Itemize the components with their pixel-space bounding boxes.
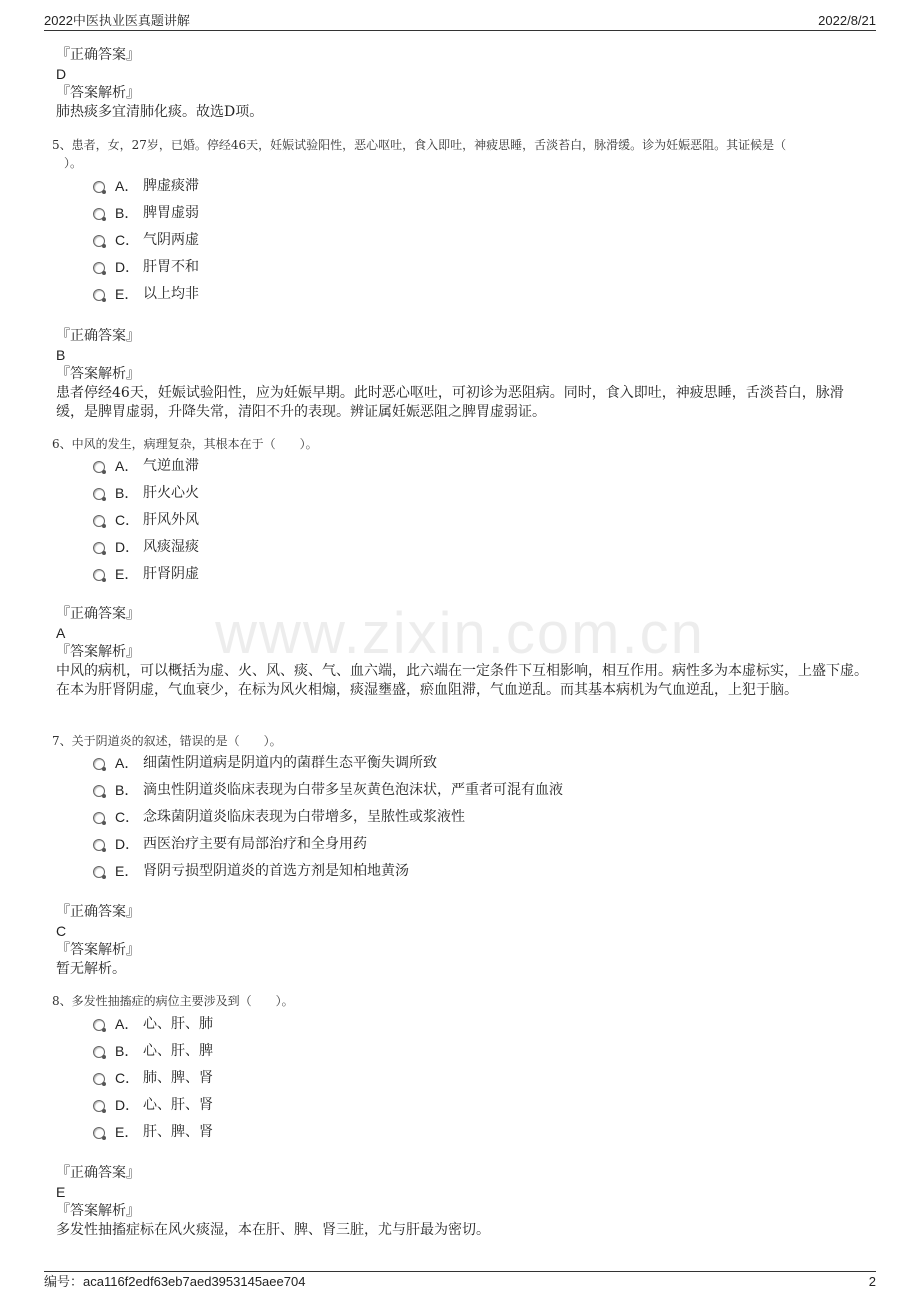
option-text: 肺、脾、肾 <box>143 1070 213 1086</box>
option-letter: B． <box>115 782 139 798</box>
radio-icon[interactable] <box>93 262 105 274</box>
option-letter: C． <box>115 809 140 825</box>
option-text: 气逆血滞 <box>143 458 199 474</box>
option-letter: B． <box>115 485 139 501</box>
radio-icon[interactable] <box>93 1073 105 1085</box>
page-header <box>44 12 876 31</box>
option-letter: B． <box>115 205 139 221</box>
option-letter: E． <box>115 863 139 879</box>
option-letter: C． <box>115 232 140 248</box>
radio-icon[interactable] <box>93 1046 105 1058</box>
radio-icon[interactable] <box>93 785 105 797</box>
answer-block <box>56 1164 868 1240</box>
answer-value: B <box>56 347 66 363</box>
option-text: 念珠菌阴道炎临床表现为白带增多，呈脓性或浆液性 <box>143 809 465 825</box>
answer-block <box>56 327 868 422</box>
page-footer <box>44 1271 876 1292</box>
radio-icon[interactable] <box>93 812 105 824</box>
option-text: 以上均非 <box>143 286 199 302</box>
question-stem-line2: ）。 <box>64 156 83 170</box>
radio-icon[interactable] <box>93 1127 105 1139</box>
option-letter: C． <box>115 1070 140 1086</box>
question-stem-line1: 5、患者，女，27岁，已婚。停经46天，妊娠试验阳性，恶心呕吐，食入即吐，神疲思睡，舌淡苔白，脉滑缓。诊为妊娠恶阻。其证候是（ <box>52 138 787 152</box>
option-text: 肾阴亏损型阴道炎的首选方剂是知柏地黄汤 <box>143 863 409 879</box>
answer-value: C <box>56 923 67 939</box>
question-stem-line1: 8、多发性抽搐症的病位主要涉及到（ ）。 <box>52 994 294 1008</box>
option-letter: E． <box>115 1124 139 1140</box>
option-letter: D． <box>115 836 140 852</box>
document-date: 2022/8/21 <box>818 13 876 28</box>
question-stem <box>52 992 872 1010</box>
radio-icon[interactable] <box>93 181 105 193</box>
radio-icon[interactable] <box>93 839 105 851</box>
document-title: 2022中医执业医真题讲解 <box>44 13 190 28</box>
option-text: 心、肝、肺 <box>143 1016 213 1032</box>
option-letter: A． <box>115 755 139 771</box>
option-text: 肝胃不和 <box>143 259 199 275</box>
option-text: 肝风外风 <box>143 512 199 528</box>
answer-label: 『正确答案』 <box>56 1165 140 1181</box>
analysis-text: 肺热痰多宜清肺化痰。故选D项。 <box>56 104 264 120</box>
option-letter: A． <box>115 458 139 474</box>
answer-label: 『正确答案』 <box>56 904 140 920</box>
option-letter: D． <box>115 1097 140 1113</box>
analysis-text: 多发性抽搐症标在风火痰湿，本在肝、脾、肾三脏，尤与肝最为密切。 <box>56 1222 490 1238</box>
option-letter: D． <box>115 259 140 275</box>
document-serial: 编号：aca116f2edf63eb7aed3953145aee704 <box>44 1274 306 1289</box>
option-text: 心、肝、脾 <box>143 1043 213 1059</box>
radio-icon[interactable] <box>93 289 105 301</box>
radio-icon[interactable] <box>93 866 105 878</box>
question-stem-line1: 7、关于阴道炎的叙述，错误的是（ ）。 <box>52 734 282 748</box>
radio-icon[interactable] <box>93 488 105 500</box>
answer-value: E <box>56 1184 66 1200</box>
analysis-label: 『答案解析』 <box>56 644 140 660</box>
analysis-label: 『答案解析』 <box>56 366 140 382</box>
option-letter: C． <box>115 512 140 528</box>
watermark: www.zixin.com.cn <box>215 601 705 666</box>
analysis-label: 『答案解析』 <box>56 942 140 958</box>
radio-icon[interactable] <box>93 1100 105 1112</box>
answer-value: A <box>56 625 66 641</box>
prev-answer-block <box>56 46 868 122</box>
radio-icon[interactable] <box>93 758 105 770</box>
option-letter: E． <box>115 566 139 582</box>
option-text: 细菌性阴道病是阴道内的菌群生态平衡失调所致 <box>143 755 437 771</box>
answer-label: 『正确答案』 <box>56 47 140 63</box>
radio-icon[interactable] <box>93 569 105 581</box>
radio-icon[interactable] <box>93 1019 105 1031</box>
answer-label: 『正确答案』 <box>56 606 140 622</box>
option-text: 心、肝、肾 <box>143 1097 213 1113</box>
radio-icon[interactable] <box>93 461 105 473</box>
option-text: 肝火心火 <box>143 485 199 501</box>
radio-icon[interactable] <box>93 208 105 220</box>
question-stem <box>52 732 872 750</box>
option-text: 风痰湿痰 <box>143 539 199 555</box>
radio-icon[interactable] <box>93 235 105 247</box>
option-text: 肝、脾、肾 <box>143 1124 213 1140</box>
option-letter: E． <box>115 286 139 302</box>
option-letter: A． <box>115 1016 139 1032</box>
option-text: 西医治疗主要有局部治疗和全身用药 <box>143 836 367 852</box>
question-stem <box>52 136 872 172</box>
analysis-text: 中风的病机，可以概括为虚、火、风、痰、气、血六端，此六端在一定条件下互相影响，相互作用。病性多为本虚标实，上盛下虚。在本为肝肾阴虚，气血衰少，在标为风火相煽，痰湿壅盛，瘀血阻滞，气血逆乱。而其基本病机为气血逆乱，上犯于脑。 <box>56 663 868 698</box>
option-text: 脾虚痰滞 <box>143 178 199 194</box>
answer-value: D <box>56 66 67 82</box>
analysis-text: 患者停经46天，妊娠试验阳性，应为妊娠早期。此时恶心呕吐，可初诊为恶阻病。同时，食入即吐，神疲思睡，舌淡苔白，脉滑缓，是脾胃虚弱，升降失常，清阳不升的表现。辨证属妊娠恶阻之脾胃虚弱证。 <box>56 385 844 420</box>
page-number: 2 <box>868 1274 876 1289</box>
analysis-label: 『答案解析』 <box>56 1203 140 1219</box>
question-stem-line1: 6、中风的发生，病理复杂，其根本在于（ ）。 <box>52 437 318 451</box>
answer-label: 『正确答案』 <box>56 328 140 344</box>
answer-block <box>56 903 868 979</box>
option-text: 肝肾阴虚 <box>143 566 199 582</box>
radio-icon[interactable] <box>93 515 105 527</box>
question-stem <box>52 435 872 453</box>
analysis-label: 『答案解析』 <box>56 85 140 101</box>
option-letter: A． <box>115 178 139 194</box>
analysis-text: 暂无解析。 <box>56 961 126 977</box>
option-text: 脾胃虚弱 <box>143 205 199 221</box>
radio-icon[interactable] <box>93 542 105 554</box>
option-text: 气阴两虚 <box>143 232 199 248</box>
option-letter: B． <box>115 1043 139 1059</box>
option-letter: D． <box>115 539 140 555</box>
option-text: 滴虫性阴道炎临床表现为白带多呈灰黄色泡沫状，严重者可混有血液 <box>143 782 563 798</box>
answer-block <box>56 605 868 700</box>
